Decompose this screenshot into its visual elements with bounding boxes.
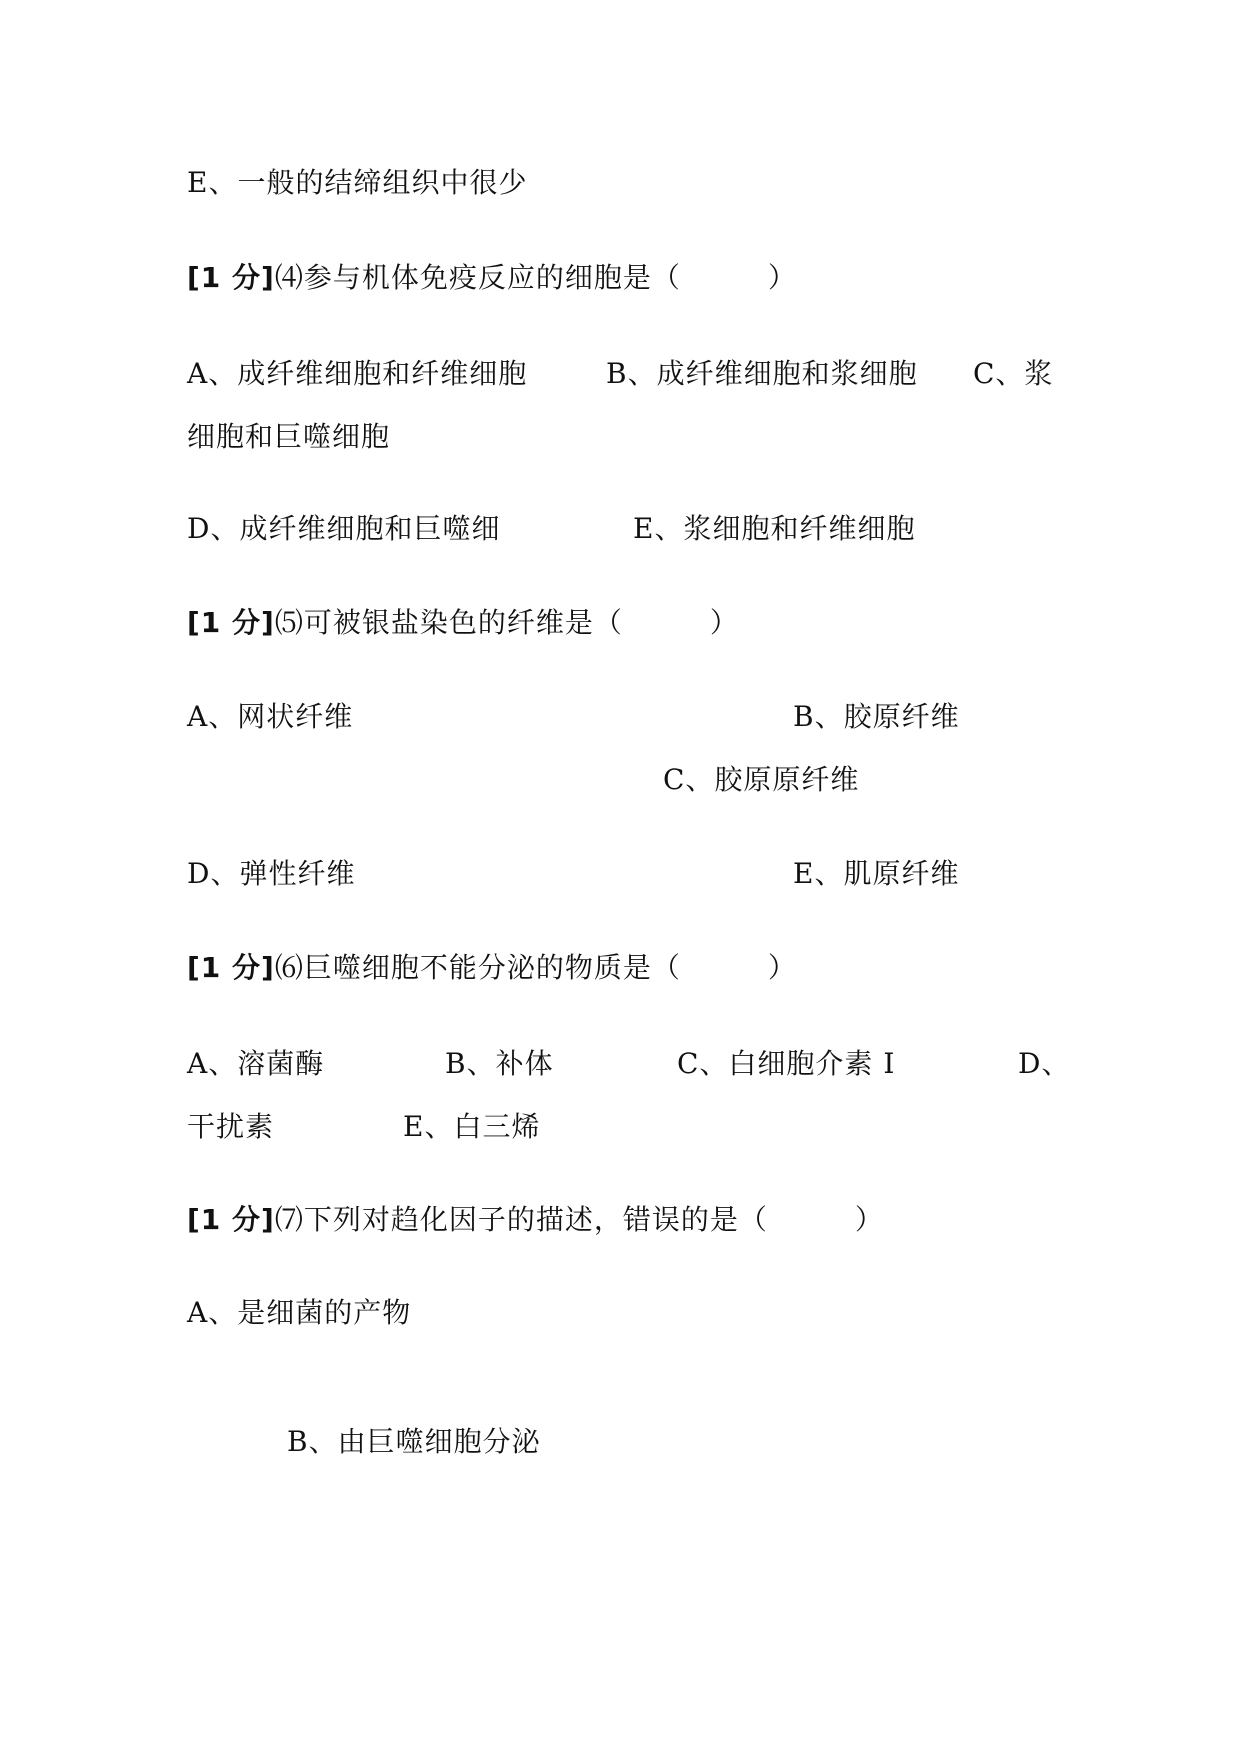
question-7-text: ⑺下列对趋化因子的描述，错误的是（ ） bbox=[274, 1203, 884, 1236]
q5-option-c: C、胶原原纤维 bbox=[663, 763, 860, 796]
question-7 bbox=[187, 1203, 884, 1237]
q6-option-d-continued: 干扰素 bbox=[187, 1110, 275, 1143]
question-6 bbox=[187, 951, 797, 985]
question-4 bbox=[187, 261, 797, 295]
question-5-score: [1 分] bbox=[187, 606, 275, 639]
q6-option-b: B、补体 bbox=[445, 1047, 554, 1080]
question-6-text: ⑹巨噬细胞不能分泌的物质是（ ） bbox=[274, 951, 797, 984]
q4-option-b: B、成纤维细胞和浆细胞 bbox=[606, 357, 918, 390]
q4-option-a: A、成纤维细胞和纤维细胞 bbox=[187, 357, 528, 390]
q4-option-d: D、成纤维细胞和巨噬细 bbox=[187, 512, 501, 545]
q5-option-d: D、弹性纤维 bbox=[187, 857, 356, 890]
q6-option-e: E、白三烯 bbox=[403, 1110, 541, 1143]
question-4-text: ⑷参与机体免疫反应的细胞是（ ） bbox=[274, 261, 797, 294]
q5-option-a: A、网状纤维 bbox=[187, 700, 354, 733]
q4-option-e: E、浆细胞和纤维细胞 bbox=[633, 512, 916, 545]
q7-option-b: B、由巨噬细胞分泌 bbox=[287, 1425, 541, 1458]
question-6-score: [1 分] bbox=[187, 951, 275, 984]
q5-option-e: E、肌原纤维 bbox=[793, 857, 960, 890]
q6-option-d: D、 bbox=[1018, 1047, 1071, 1080]
question-4-score: [1 分] bbox=[187, 261, 275, 294]
q6-option-c: C、白细胞介素 I bbox=[677, 1047, 896, 1080]
q6-option-a: A、溶菌酶 bbox=[187, 1047, 325, 1080]
question-5-text: ⑸可被银盐染色的纤维是（ ） bbox=[274, 606, 739, 639]
q4-option-c-continued: 细胞和巨噬细胞 bbox=[187, 420, 391, 453]
q4-option-c: C、浆 bbox=[973, 357, 1054, 390]
q3-option-e: E、一般的结缔组织中很少 bbox=[187, 166, 528, 199]
question-5 bbox=[187, 606, 739, 640]
question-7-score: [1 分] bbox=[187, 1203, 275, 1236]
q7-option-a: A、是细菌的产物 bbox=[187, 1296, 412, 1329]
q5-option-b: B、胶原纤维 bbox=[793, 700, 960, 733]
